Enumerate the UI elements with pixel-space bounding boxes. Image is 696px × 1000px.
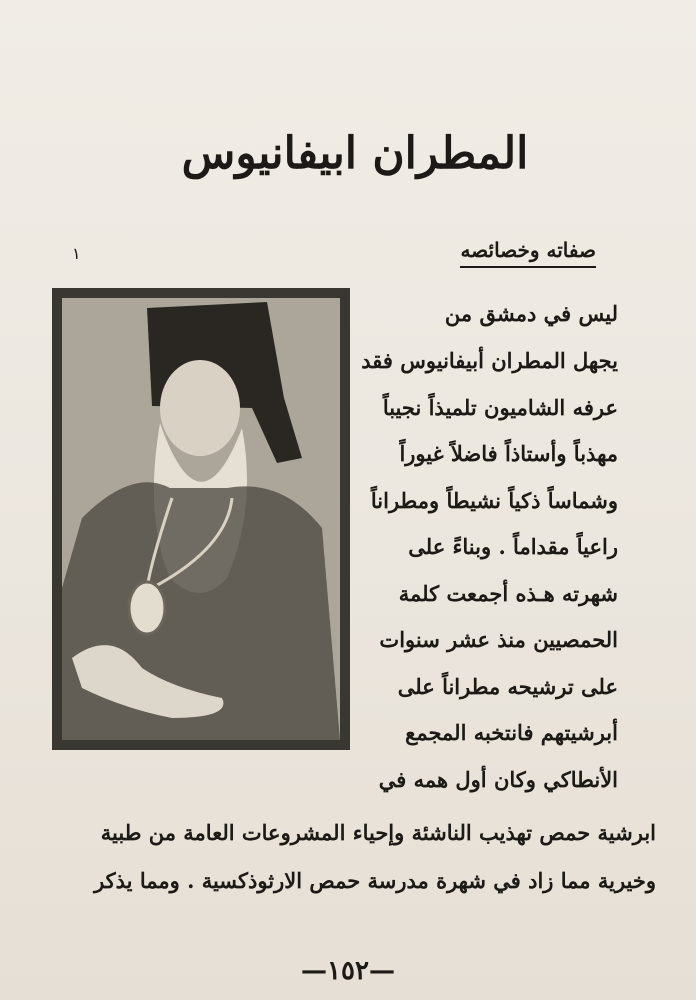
body-line-7: شهرته هـذه أجمعت كلمة [398, 581, 618, 606]
page-number: —١٥٢— [301, 956, 395, 986]
body-line-12: ابرشية حمص تهذيب الناشئة وإحياء المشروعات العامة من طبية [100, 820, 656, 845]
body-line-10: أبرشيتهم فانتخبه المجمع [405, 720, 618, 745]
section-heading: صفاته وخصائصه [460, 238, 596, 268]
body-line-13: وخيرية مما زاد في شهرة مدرسة حمص الارثوذكسية . ومما يذكر [94, 868, 656, 893]
footnote-mark: ١ [72, 244, 81, 263]
body-line-4: مهذباً وأستاذاً فاضلاً غيوراً [399, 441, 618, 466]
portrait-photo-icon [52, 288, 350, 750]
page-title: المطران ابيفانيوس [181, 128, 529, 179]
body-line-3: عرفه الشاميون تلميذاً نجيباً [382, 395, 618, 420]
body-line-6: راعياً مقداماً . وبناءً على [408, 534, 618, 559]
body-line-9: على ترشيحه مطراناً على [397, 674, 618, 699]
body-line-1: ليس في دمشق من [444, 301, 618, 326]
body-line-11: الأنطاكي وكان أول همه في [378, 767, 618, 792]
body-line-8: الحمصيين منذ عشر سنوات [379, 627, 618, 652]
body-line-2: يجهل المطران أبيفانيوس فقد [361, 348, 618, 373]
body-line-5: وشماساً ذكياً نشيطاً ومطراناً [370, 488, 618, 513]
portrait-photo [52, 288, 350, 750]
